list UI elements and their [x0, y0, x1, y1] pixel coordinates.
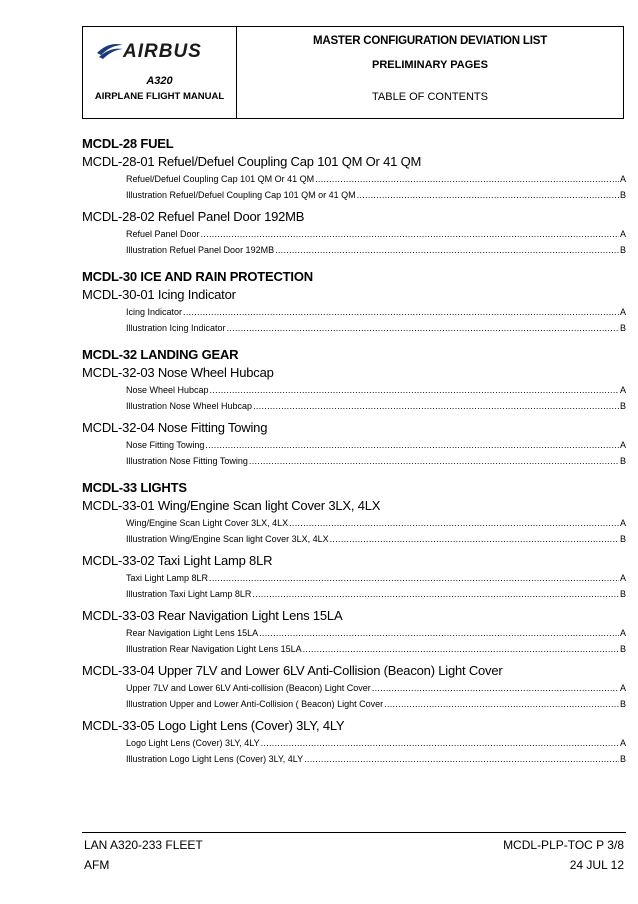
dot-leader: [205, 437, 619, 453]
header-logo-cell: [83, 27, 237, 118]
dot-leader: [261, 735, 619, 751]
toc-entry-label: Refuel/Defuel Coupling Cap 101 QM Or 41 QM: [126, 174, 315, 184]
dot-leader: [303, 641, 619, 657]
toc-entry[interactable]: [82, 696, 626, 712]
toc-entry-label: Illustration Logo Light Lens (Cover) 3LY, 4LY: [126, 754, 304, 764]
toc-entry-label: Illustration Upper and Lower Anti-Collision ( Beacon) Light Cover: [126, 699, 384, 709]
toc-entry-ref: A: [619, 683, 626, 693]
toc-entry-label: Taxi Light Lamp 8LR: [126, 573, 209, 583]
section-heading: MCDL-28-01 Refuel/Defuel Coupling Cap 101 QM Or 41 QM: [82, 154, 422, 169]
toc-entry-ref: B: [619, 534, 626, 544]
toc-entry-label: Illustration Taxi Light Lamp 8LR: [126, 589, 252, 599]
toc-entry[interactable]: [82, 226, 626, 242]
dot-leader: [304, 751, 619, 767]
toc-entry[interactable]: [82, 680, 626, 696]
airbus-logo-icon: [95, 39, 125, 63]
dot-leader: [289, 515, 619, 531]
dot-leader: [384, 696, 619, 712]
manual-title: AIRPLANE FLIGHT MANUAL: [94, 91, 225, 102]
header-title-cell: [237, 27, 623, 118]
toc-entry[interactable]: [82, 187, 626, 203]
section-title: TABLE OF CONTENTS: [372, 91, 488, 103]
toc-entry-ref: A: [619, 738, 626, 748]
section-heading: MCDL-32-04 Nose Fitting Towing: [82, 420, 268, 435]
toc-entry-ref: B: [619, 456, 626, 466]
toc-entry-ref: A: [619, 385, 626, 395]
toc-entry-ref: A: [619, 628, 626, 638]
dot-leader: [201, 226, 619, 242]
dot-leader: [227, 320, 619, 336]
toc-entry-ref: B: [619, 644, 626, 654]
dot-leader: [252, 586, 619, 602]
toc-entry-label: Illustration Refuel/Defuel Coupling Cap 101 QM or 41 QM: [126, 190, 356, 200]
toc-entry-label: Illustration Rear Navigation Light Lens 15LA: [126, 644, 302, 654]
document-subtitle: PRELIMINARY PAGES: [372, 59, 488, 71]
toc-entry-label: Illustration Icing Indicator: [126, 323, 226, 333]
chapter-heading: MCDL-28 FUEL: [82, 136, 174, 151]
toc-entry[interactable]: [82, 382, 626, 398]
airbus-logo: [95, 39, 225, 63]
section-heading: MCDL-28-02 Refuel Panel Door 192MB: [82, 209, 305, 224]
toc-entry[interactable]: [82, 515, 626, 531]
toc-entry-label: Illustration Nose Wheel Hubcap: [126, 401, 253, 411]
toc-entry[interactable]: [82, 751, 626, 767]
toc-entry-label: Illustration Nose Fitting Towing: [126, 456, 248, 466]
toc-entry[interactable]: [82, 320, 626, 336]
toc-entry-ref: B: [619, 589, 626, 599]
toc-entry-label: Illustration Wing/Engine Scan light Cover 3LX, 4LX: [126, 534, 329, 544]
toc-entry[interactable]: [82, 570, 626, 586]
toc-entry-label: Icing Indicator: [126, 307, 183, 317]
footer-manual: AFM: [84, 858, 110, 872]
toc-entry-label: Logo Light Lens (Cover) 3LY, 4LY: [126, 738, 260, 748]
toc-entry-ref: B: [619, 699, 626, 709]
dot-leader: [210, 382, 619, 398]
toc-entry-label: Refuel Panel Door: [126, 229, 200, 239]
toc-entry-ref: A: [619, 518, 626, 528]
dot-leader: [249, 453, 619, 469]
section-heading: MCDL-30-01 Icing Indicator: [82, 287, 236, 302]
toc-entry[interactable]: [82, 304, 626, 320]
document-title: MASTER CONFIGURATION DEVIATION LIST: [312, 35, 548, 47]
toc-entry[interactable]: [82, 735, 626, 751]
toc-entry-label: Illustration Refuel Panel Door 192MB: [126, 245, 275, 255]
toc-entry[interactable]: [82, 531, 626, 547]
dot-leader: [253, 398, 619, 414]
toc-entry-label: Nose Wheel Hubcap: [126, 385, 209, 395]
toc-entry[interactable]: [82, 242, 626, 258]
toc-entry-ref: A: [619, 573, 626, 583]
toc-entry-ref: B: [619, 323, 626, 333]
toc-entry-ref: A: [619, 440, 626, 450]
section-heading: MCDL-33-05 Logo Light Lens (Cover) 3LY, 4LY: [82, 718, 345, 733]
section-heading: MCDL-33-02 Taxi Light Lamp 8LR: [82, 553, 273, 568]
dot-leader: [259, 625, 619, 641]
dot-leader: [275, 242, 619, 258]
toc-entry-ref: A: [619, 174, 626, 184]
footer-fleet: LAN A320-233 FLEET: [84, 838, 203, 852]
table-of-contents: [82, 132, 626, 767]
toc-entry[interactable]: [82, 586, 626, 602]
toc-entry-ref: B: [619, 754, 626, 764]
chapter-heading: MCDL-33 LIGHTS: [82, 480, 187, 495]
toc-entry[interactable]: [82, 641, 626, 657]
toc-entry-ref: A: [619, 229, 626, 239]
chapter-heading: MCDL-30 ICE AND RAIN PROTECTION: [82, 269, 313, 284]
footer-page-ref: MCDL-PLP-TOC P 3/8: [503, 838, 624, 852]
footer-date: 24 JUL 12: [569, 858, 624, 872]
dot-leader: [209, 570, 619, 586]
section-heading: MCDL-33-04 Upper 7LV and Lower 6LV Anti-Collision (Beacon) Light Cover: [82, 663, 503, 678]
toc-entry-label: Rear Navigation Light Lens 15LA: [126, 628, 259, 638]
aircraft-type: A320: [146, 75, 173, 87]
toc-entry[interactable]: [82, 625, 626, 641]
section-heading: MCDL-33-03 Rear Navigation Light Lens 15LA: [82, 608, 343, 623]
toc-entry[interactable]: [82, 453, 626, 469]
dot-leader: [315, 171, 619, 187]
dot-leader: [330, 531, 619, 547]
dot-leader: [183, 304, 619, 320]
toc-entry-label: Nose Fitting Towing: [126, 440, 205, 450]
page-header: [82, 26, 624, 119]
toc-entry-label: Wing/Engine Scan Light Cover 3LX, 4LX: [126, 518, 289, 528]
toc-entry-ref: B: [619, 401, 626, 411]
toc-entry-label: Upper 7LV and Lower 6LV Anti-collision (Beacon) Light Cover: [126, 683, 371, 693]
section-heading: MCDL-32-03 Nose Wheel Hubcap: [82, 365, 274, 380]
toc-entry[interactable]: [82, 437, 626, 453]
logo-wordmark: AIRBUS: [123, 41, 202, 62]
toc-entry[interactable]: [82, 398, 626, 414]
toc-entry[interactable]: [82, 171, 626, 187]
toc-entry-ref: A: [619, 307, 626, 317]
toc-entry-ref: B: [619, 190, 626, 200]
toc-entry-ref: B: [619, 245, 626, 255]
dot-leader: [372, 680, 619, 696]
chapter-heading: MCDL-32 LANDING GEAR: [82, 347, 239, 362]
footer-divider: [82, 832, 626, 833]
dot-leader: [357, 187, 619, 203]
section-heading: MCDL-33-01 Wing/Engine Scan light Cover 3LX, 4LX: [82, 498, 381, 513]
